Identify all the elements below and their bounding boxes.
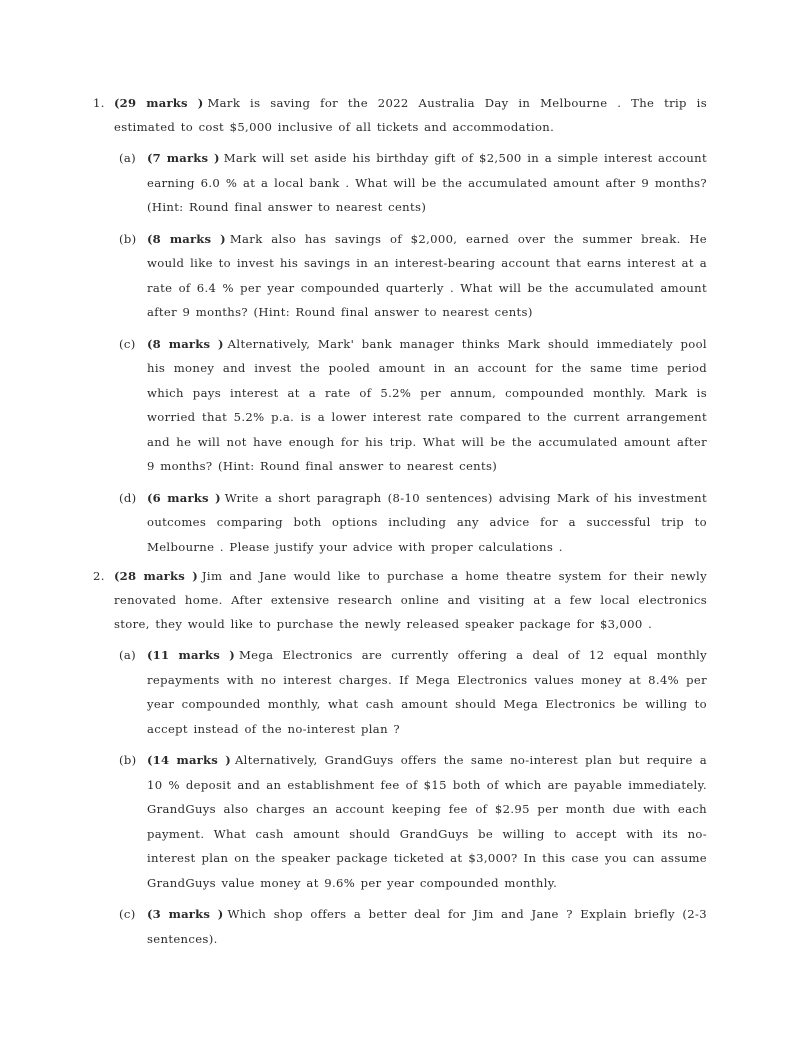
part-label: (a) (119, 648, 137, 662)
question-1-part-d (119, 486, 707, 560)
question-1 (93, 91, 707, 559)
question-1-part-c (119, 332, 707, 479)
question-number: 2. (93, 569, 105, 583)
part-label: (b) (119, 231, 137, 246)
question-number: 1. (93, 96, 105, 110)
question-2-stem (93, 564, 707, 636)
part-label: (c) (119, 336, 136, 351)
question-text: Jim and Jane would like to purchase a home theatre system for their newly renovated home. After extensive research online and visiting at a few local electronics store, they would like to purchase the newly released speaker package for $3,000 . (114, 569, 708, 631)
part-marks: (8 marks ) (147, 336, 224, 351)
part-label: (b) (119, 753, 137, 767)
part-marks: (11 marks ) (147, 648, 235, 662)
question-1-stem (93, 91, 707, 139)
question-2-part-c (119, 902, 707, 951)
part-text: Mark will set aside his birthday gift of $2,500 in a simple interest account earning 6.0 % at a local bank . What will be the accumulated amount after 9 months? (Hint: Round final answer to nearest cents) (147, 151, 707, 214)
part-marks: (8 marks ) (147, 231, 226, 246)
question-2-part-b (119, 748, 707, 895)
part-marks: (7 marks ) (147, 151, 220, 165)
part-text: Which shop offers a better deal for Jim and Jane ? Explain briefly (2-3 sentences). (147, 907, 708, 946)
part-text: Write a short paragraph (8-10 sentences) advising Mark of his investment outcomes comparing both options including any advice for a successful trip to Melbourne . Please justify your advice with proper calculations . (147, 490, 707, 554)
part-marks: (3 marks ) (147, 907, 224, 921)
part-label: (d) (119, 490, 137, 505)
part-text: Alternatively, Mark' bank manager thinks Mark should immediately pool his money and invest the pooled amount in an account for the same time period which pays interest at a rate of 5.2% per annum, compounded monthly. Mark is worried that 5.2% p.a. is a lower interest rate compared to the current arrangement and he will not have enough for his trip. What will be the accumulated amount after 9 months? (Hint: Round final answer to nearest cents) (147, 336, 707, 473)
part-text: Mega Electronics are currently offering a deal of 12 equal monthly repayments with no interest charges. If Mega Electronics values money at 8.4% per year compounded monthly, what cash amount should Mega Electronics be willing to accept instead of the no-interest plan ? (147, 648, 707, 736)
part-text: Mark also has savings of $2,000, earned over the summer break. He would like to invest his savings in an interest-bearing account that earns interest at a rate of 6.4 % per year compounded quarterly . What will be the accumulated amount after 9 months? (Hint: Round final answer to nearest cents) (147, 231, 707, 319)
part-label: (c) (119, 907, 136, 921)
part-marks: (6 marks ) (147, 490, 221, 505)
question-marks: (29 marks ) (114, 96, 204, 110)
question-text: Mark is saving for the 2022 Australia Day in Melbourne . The trip is estimated to cost $5,000 inclusive of all tickets and accommodation. (114, 96, 707, 134)
question-1-part-b (119, 227, 707, 325)
question-marks: (28 marks ) (114, 569, 198, 583)
part-marks: (14 marks ) (147, 753, 231, 767)
question-2-part-a (119, 643, 707, 741)
part-label: (a) (119, 151, 137, 165)
question-1-part-a (119, 146, 707, 220)
part-text: Alternatively, GrandGuys offers the same no-interest plan but require a 10 % deposit and an establishment fee of $15 both of which are payable immediately. GrandGuys also charges an account keeping fee of $2.95 per month due with each payment. What cash amount should GrandGuys be willing to accept with its no-interest plan on the speaker package ticketed at $3,000? In this case you can assume GrandGuys value money at 9.6% per year compounded monthly. (147, 753, 707, 890)
question-2 (93, 564, 707, 951)
